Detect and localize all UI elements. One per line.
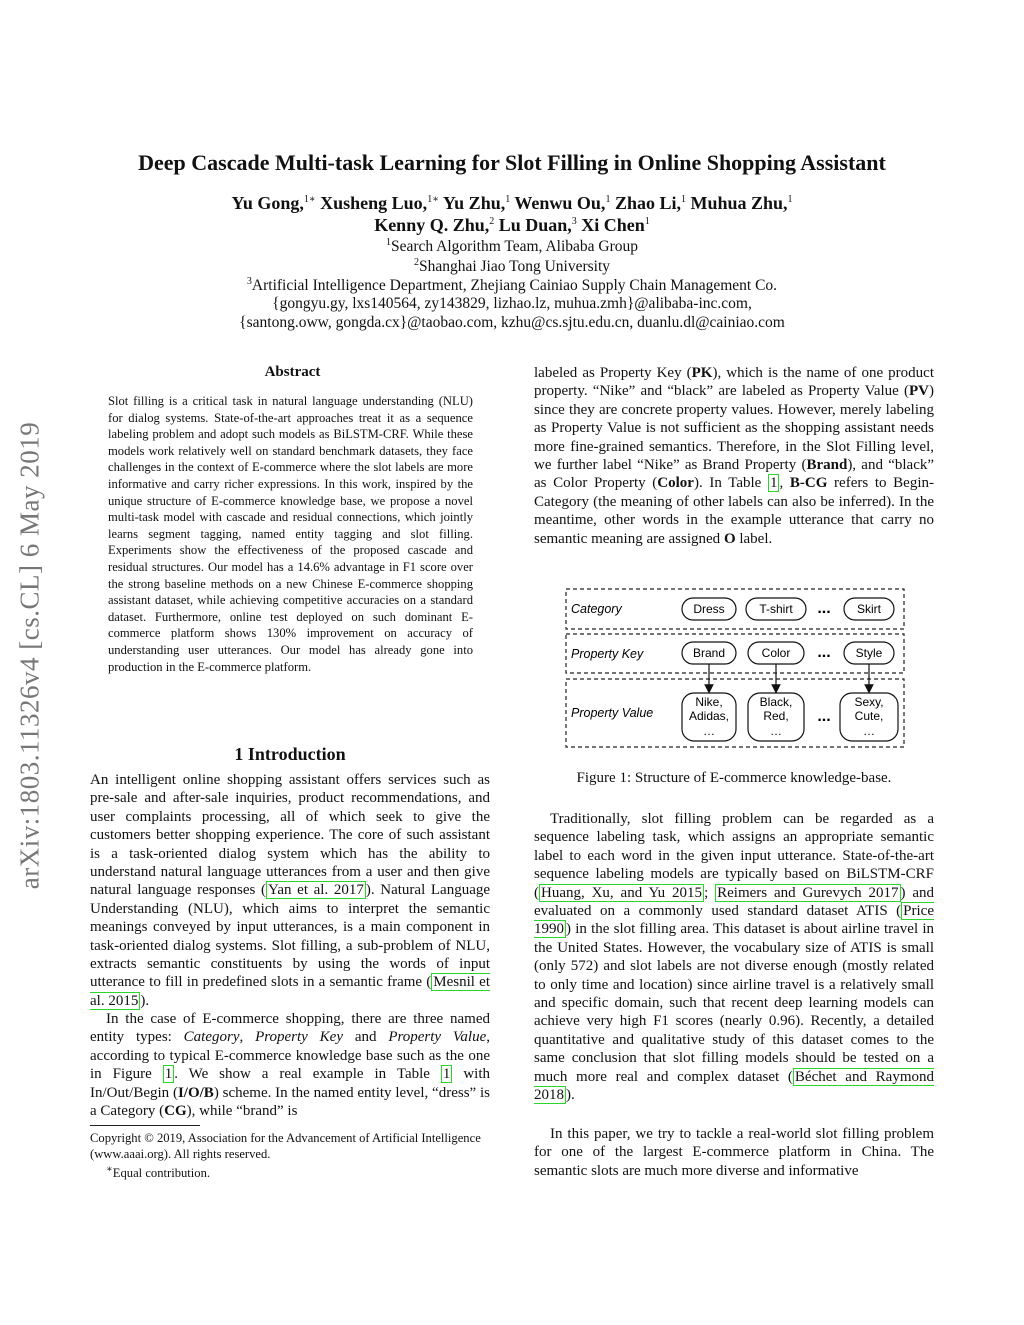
svg-text:…: …: [703, 724, 715, 738]
svg-text:Red,: Red,: [763, 709, 789, 723]
arxiv-identifier: arXiv:1803.11326v4 [cs.CL] 6 May 2019: [14, 421, 45, 890]
svg-text:Nike,: Nike,: [695, 695, 723, 709]
affiliation-3: $^3$Artificial Intelligence Department, Zhejiang Cainiao Supply Chain Management Co.: [246, 276, 778, 295]
author: Xi Chen: [581, 215, 645, 235]
svg-text:Cute,: Cute,: [854, 709, 884, 723]
citation-link[interactable]: Mesnil et al. 2015: [90, 974, 490, 1009]
citation-link[interactable]: Huang, Xu, and Yu 2015: [541, 884, 703, 901]
svg-text:T-shirt: T-shirt: [759, 602, 793, 616]
svg-text:...: ...: [817, 644, 831, 661]
intro-paragraph-1: An intelligent online shopping assistant offers services such as pre-sale and after-sale inquiries, product recommendations, and user complaints processing, all of which seek to give the customers better shopping experience. The core of such assistant is a task-oriented dialog system which has the ability to understand natural language utterances from a user and then give natural language responses ( Yan et al. 2017 ). Natural Language Understanding (NLU), which aims to interpret the semantic meanings conveyed by input utterances, is a main component in task-oriented dialog systems. Slot filling, a sub-problem of NLU, extracts semantic constituents by using the words of input utterance to fill in predefined slots in a semantic frame ( Mesnil et al. 2015 ).: [90, 772, 491, 1009]
email-line-2: {santong.oww, gongda.cx}@taobao.com, kzhu@cs.sjtu.edu.cn, duanlu.dl@cainiao.com: [239, 314, 785, 331]
intro-paragraph-2: In the case of E-commerce shopping, there are three named entity types: Category, Property Key and Property Value, according to typical E-commerce knowledge base such as the one in Figure 1 . We show a real example in Table 1 with In/Out/Begin (I/O/B) scheme. In the named entity level, “dress” is a Category (CG), while “brand” is: [90, 1011, 490, 1120]
authors-line-1: Yu Gong,$^{1∗}$ Xusheng Luo,$^{1∗}$ Yu Zhu,$^1$ Wenwu Ou,$^1$ Zhao Li,$^1$ Muhua Zhu,$^1$: [231, 193, 793, 213]
citation-link[interactable]: Price 1990: [534, 903, 934, 938]
knowledge-base-figure: [560, 585, 910, 753]
figure-ref-link[interactable]: 1: [164, 1066, 173, 1083]
svg-text:...: ...: [817, 600, 831, 617]
footnote-rule: [90, 1125, 200, 1126]
author: Muhua Zhu,: [690, 193, 788, 213]
svg-text:Style: Style: [855, 646, 883, 660]
right-column-paragraph: labeled as Property Key (PK), which is the name of one product property. “Nike” and “black” are labeled as Property Value (PV) since they are concrete property values. However, merely labeling as Property Value is not sufficient as the shopping assistant needs more fine-grained semantics. Therefore, in the Slot Filling level, we further label “Nike” as Brand Property (Brand), and “black” as Color Property (Color). In Table 1 , B-CG refers to Begin-Category (the meaning of other labels can also be inferred). In the meantime, other words in the example utterance that carry no semantic meaning are assigned O label.: [534, 365, 935, 547]
equal-contribution-note: ∗Equal contribution.: [106, 1164, 211, 1181]
right-column-paragraph-3: In this paper, we try to tackle a real-world slot filling problem for one of the largest E-commerce platform in China. The semantic slots are much more diverse and informative: [534, 1126, 934, 1179]
copyright-notice: Copyright © 2019, Association for the Advancement of Artificial Intelligence (www.aaai.org). All rights reserved.: [90, 1131, 481, 1161]
author: Kenny Q. Zhu,: [374, 215, 490, 235]
authors-line-2: Kenny Q. Zhu,$^2$ Lu Duan,$^3$ Xi Chen$^1$: [374, 215, 650, 235]
right-column-paragraph-2: Traditionally, slot filling problem can be regarded as a sequence labeling task, which assigns an appropriate semantic label to each word in the given input utterance. State-of-the-art sequence labeling models are typically based on BiLSTM-CRF ( Huang, Xu, and Yu 2015 ; Reimers and Gurevych 2017 ) and evaluated on a commonly used standard dataset ATIS ( Price 1990 ) in the slot filling area. This dataset is about airline travel in the United States. However, the vocabulary size of ATIS is small (only 572) and slot labels are not diverse enough (mostly related to only time and location) since airline travel is a relatively small and specific domain, such that recent deep learning models can achieve very high F1 scores (nearly 0.96). Recently, a detailed quantitative and qualitative study of this dataset comes to the same conclusion that slot filling models should be tested on a much more real and complex dataset ( Béchet and Raymond 2018 ).: [534, 811, 935, 1104]
footnote: [90, 1130, 490, 1181]
author: Yu Gong,: [231, 193, 304, 213]
svg-text:Sexy,: Sexy,: [854, 695, 884, 709]
abstract-text: Slot filling is a critical task in natural language understanding (NLU) for dialog systems. State-of-the-art approaches treat it as a sequence labeling problem and adopt such models as BiLSTM-CRF. While these models work relatively well on standard benchmark datasets, they face challenges in the context of E-commerce where the slot labels are more informative and carry richer expressions. In this work, inspired by the unique structure of E-commerce knowledge base, we propose a novel multi-task model with cascade and residual connections, which jointly learns segment tagging, named entity tagging and slot filling. Experiments show the effectiveness of the proposed cascade and residual structures. Our model has a 14.6% advantage in F1 score over the strong baseline methods on a new Chinese E-commerce shopping assistant dataset, while achieving competitive accuracies on a standard dataset. Furthermore, online test deployed on such dominant E-commerce platform shows 130% improvement on accuracy of understanding user utterances. Our model has already gone into production in the E-commerce platform.: [108, 394, 473, 674]
svg-text:Brand: Brand: [692, 646, 726, 660]
paper-title: Deep Cascade Multi-task Learning for Slot Filling in Online Shopping Assistant: [138, 150, 886, 175]
author: Xusheng Luo,: [320, 193, 428, 213]
svg-text:Adidas,: Adidas,: [688, 709, 730, 723]
row-label-category: Category: [571, 602, 622, 616]
abstract-heading: Abstract: [264, 364, 321, 380]
svg-text:Skirt: Skirt: [857, 602, 881, 616]
svg-text:...: ...: [817, 708, 831, 725]
author: Wenwu Ou,: [514, 193, 606, 213]
author: Zhao Li,: [614, 193, 681, 213]
citation-link[interactable]: Béchet and Raymond 2018: [534, 1068, 935, 1104]
row-label-property-value: Property Value: [571, 706, 654, 720]
svg-text:Black,: Black,: [759, 695, 793, 709]
svg-text:Color: Color: [761, 646, 791, 660]
email-line-1: {gongyu.gy, lxs140564, zy143829, lizhao.lz, muhua.zmh}@alibaba-inc.com,: [272, 295, 752, 312]
affiliation-1: $^1$Search Algorithm Team, Alibaba Group: [385, 237, 638, 256]
section-heading-introduction: 1 Introduction: [234, 744, 346, 764]
table-ref-link[interactable]: 1: [769, 475, 778, 492]
figure-caption: Figure 1: Structure of E-commerce knowledge-base.: [576, 770, 892, 786]
svg-text:Dress: Dress: [693, 602, 725, 616]
citation-link[interactable]: Reimers and Gurevych 2017: [717, 884, 899, 901]
svg-text:…: …: [863, 724, 875, 738]
citation-link[interactable]: Yan et al. 2017: [268, 882, 364, 899]
author: Yu Zhu,: [442, 193, 506, 213]
table-ref-link[interactable]: 1: [442, 1066, 451, 1083]
affiliation-2: $^2$Shanghai Jiao Tong University: [413, 257, 611, 276]
author: Lu Duan,: [498, 215, 572, 235]
svg-text:…: …: [770, 724, 782, 738]
row-label-property-key: Property Key: [571, 647, 644, 661]
